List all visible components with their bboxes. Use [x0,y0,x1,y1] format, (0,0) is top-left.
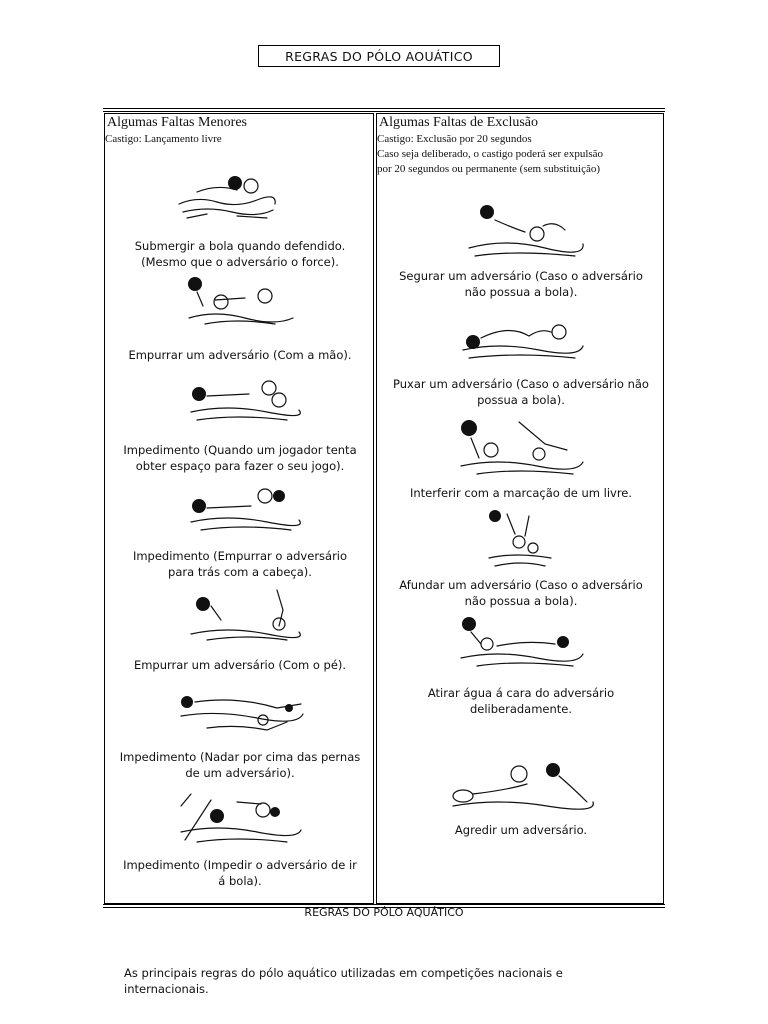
exclusion-penalty-line-1: Castigo: Exclusão por 20 segundos [377,133,532,145]
exclusion-penalty-line-3: por 20 segundos ou permanente (sem substituição) [377,163,601,175]
caption-hold-opponent: Segurar um adversário (Caso o adversário não possua a bola). [399,269,643,299]
splash-water-icon [457,614,587,674]
swimmers-submerge-ball-icon [177,174,277,222]
caption-aggression: Agredir um adversário. [454,823,588,837]
push-opponent-foot-icon [187,586,302,646]
top-rule-2 [103,111,665,112]
caption-push-foot: Empurrar um adversário (Com o pé). [133,658,347,672]
obstruction-head-push-icon [187,484,302,536]
hold-opponent-icon [465,200,585,262]
interfere-free-throw-icon [457,414,585,478]
caption-push-hand: Empurrar um adversário (Com a mão). [128,348,352,362]
exclusion-fouls-heading: Algumas Faltas de Exclusão [379,115,539,130]
exclusion-penalty-line-2: Caso seja deliberado, o castigo poderá ser expulsão [377,148,604,160]
caption-block-opponent: Impedimento (Impedir o adversário de ir á bola). [123,858,357,888]
exclusion-fouls-column [376,113,664,904]
block-opponent-ball-icon [177,790,305,850]
sink-opponent-icon [485,508,555,570]
minor-fouls-column [104,113,374,904]
footer-title: REGRAS DO PÓLO AQUÁTICO [304,906,464,919]
pull-opponent-icon [459,314,585,362]
intro-paragraph: As principais regras do pólo aquático utilizadas em competições nacionais e internacionais. [124,966,563,996]
caption-splash-water: Atirar água á cara do adversário deliberadamente. [427,686,615,716]
document-title: REGRAS DO PÓLO AOUÁTICO [258,45,500,67]
minor-fouls-penalty: Castigo: Lançamento livre [105,133,222,145]
caption-obstruction-space: Impedimento (Quando um jogador tenta obter espaço para fazer o seu jogo). [123,443,357,473]
caption-sink-opponent: Afundar um adversário (Caso o adversário não possua a bola). [399,578,643,608]
bottom-rule-1 [103,904,665,905]
caption-submerge-ball: Submergir a bola quando defendido. (Mesmo que o adversário o force). [134,239,346,269]
caption-swim-over-legs: Impedimento (Nadar por cima das pernas de um adversário). [119,750,361,780]
push-opponent-hand-icon [185,274,295,326]
aggression-icon [447,754,595,814]
obstruction-space-icon [187,376,302,426]
caption-interfere-free: Interferir com a marcação de um livre. [409,486,633,500]
caption-obstruction-head: Impedimento (Empurrar o adversário para trás com a cabeça). [132,549,348,579]
caption-pull-opponent: Puxar um adversário (Caso o adversário não possua a bola). [393,377,649,407]
top-rule-1 [103,108,665,109]
minor-fouls-heading: Algumas Faltas Menores [107,115,247,130]
swim-over-legs-icon [177,688,307,740]
